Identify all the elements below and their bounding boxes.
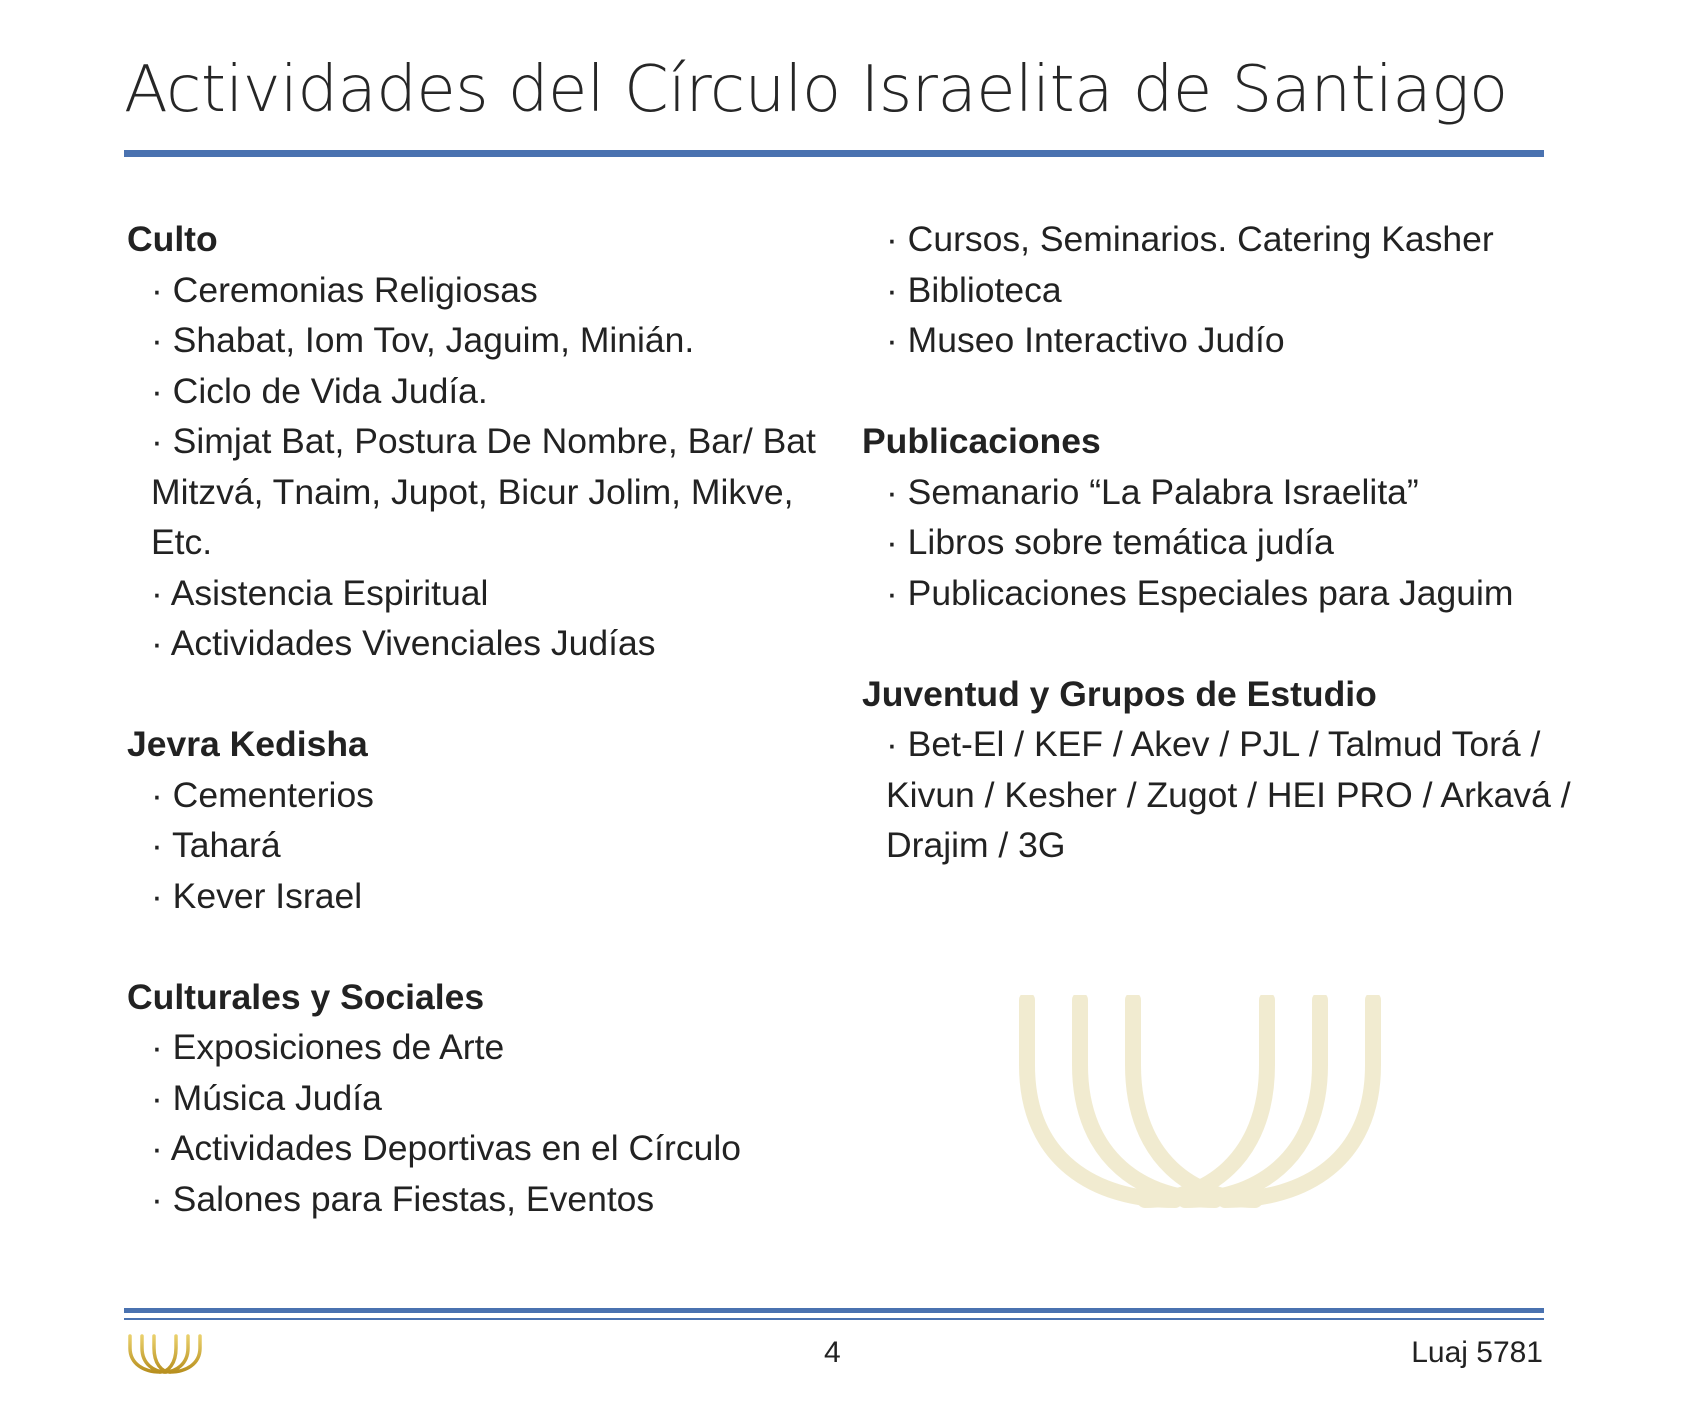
page-title: Actividades del Círculo Israelita de Santiago bbox=[124, 53, 1508, 127]
section-publicaciones bbox=[862, 416, 1582, 618]
section-culturales-continued bbox=[862, 214, 1582, 366]
list-item: · Exposiciones de Arte bbox=[151, 1027, 505, 1067]
page-number: 4 bbox=[824, 1336, 841, 1369]
list-item: · Kever Israel bbox=[151, 875, 363, 916]
list-item: · Semanario “La Palabra Israelita” bbox=[886, 471, 1419, 512]
section-jevra-kedisha bbox=[127, 719, 817, 921]
section-spacer bbox=[862, 366, 1582, 417]
list-item: · Biblioteca bbox=[886, 269, 1062, 310]
list-item: · Libros sobre temática judía bbox=[886, 522, 1334, 562]
section-culturales bbox=[127, 972, 817, 1225]
list-item: · Tahará bbox=[151, 825, 281, 865]
menorah-logo-icon bbox=[126, 1334, 204, 1376]
section-spacer bbox=[862, 618, 1582, 669]
section-heading: Culturales y Sociales bbox=[127, 976, 485, 1017]
section-heading: Juventud y Grupos de Estudio bbox=[862, 673, 1377, 714]
list-item: · Actividades Vivenciales Judías bbox=[151, 623, 656, 663]
list-item: · Shabat, Iom Tov, Jaguim, Minián. bbox=[151, 320, 695, 360]
section-heading: Jevra Kedisha bbox=[127, 724, 368, 764]
list-item: · Música Judía bbox=[151, 1077, 382, 1118]
menorah-watermark-icon bbox=[1005, 995, 1395, 1215]
list-item: · Cursos, Seminarios. Catering Kasher bbox=[886, 219, 1494, 259]
list-item: · Salones para Fiestas, Eventos bbox=[151, 1178, 655, 1219]
list-item: · Bet-El / KEF / Akev / PJL / Talmud Torá / Kivun / Kesher / Zugot / HEI PRO / Arkavá / Drajim / 3G bbox=[886, 724, 1571, 865]
section-heading: Culto bbox=[127, 219, 218, 259]
list-item: · Publicaciones Especiales para Jaguim bbox=[886, 572, 1514, 613]
right-column bbox=[862, 214, 1582, 871]
list-item: · Museo Interactivo Judío bbox=[886, 320, 1285, 360]
section-spacer bbox=[127, 921, 817, 972]
section-heading: Publicaciones bbox=[862, 421, 1101, 461]
list-item: · Ceremonias Religiosas bbox=[151, 269, 538, 310]
section-juventud bbox=[862, 669, 1582, 871]
list-item: · Simjat Bat, Postura De Nombre, Bar/ Bat Mitzvá, Tnaim, Jupot, Bicur Jolim, Mikve, Etc. bbox=[151, 421, 816, 562]
list-item: · Actividades Deportivas en el Círculo bbox=[151, 1128, 741, 1168]
title-underline bbox=[124, 150, 1544, 157]
footer-label: Luaj 5781 bbox=[1411, 1336, 1543, 1369]
list-item: · Asistencia Espiritual bbox=[151, 572, 489, 613]
footer-rule-thin bbox=[124, 1318, 1544, 1320]
list-item: · Ciclo de Vida Judía. bbox=[151, 370, 488, 411]
section-spacer bbox=[127, 669, 817, 720]
list-item: · Cementerios bbox=[151, 774, 374, 815]
footer-rule bbox=[124, 1308, 1544, 1313]
left-column bbox=[127, 214, 817, 1224]
section-culto bbox=[127, 214, 817, 669]
